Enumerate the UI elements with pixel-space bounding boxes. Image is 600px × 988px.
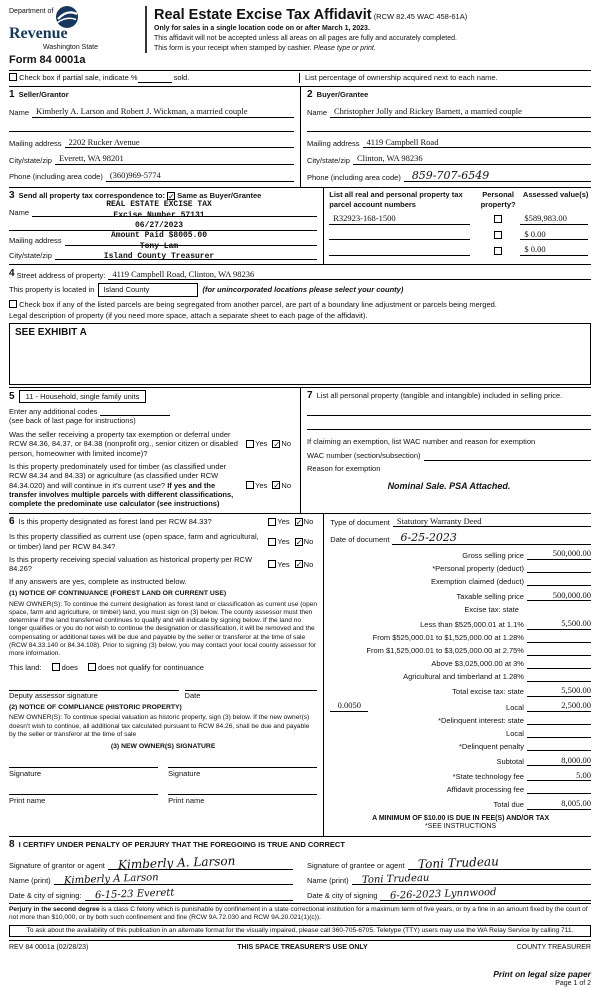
parcel-number-cell — [329, 244, 476, 256]
agricultural-field[interactable] — [527, 673, 591, 682]
doc-date-value: 6-25-2023 — [400, 531, 457, 545]
tier3-label: From $1,525,000.01 to $3,025,000.00 at 2.75% — [366, 646, 524, 656]
checkmark: ✓ — [168, 192, 175, 202]
tier4-field[interactable] — [527, 660, 591, 669]
parcel-row — [329, 213, 591, 225]
footer-strip — [9, 940, 591, 953]
historic-no-label: No — [303, 559, 314, 569]
sections-5-7 — [9, 387, 591, 513]
header-note-2: This affidavit will not be accepted unless all areas on all pages are fully and accurately completed. — [154, 34, 457, 42]
county-treasurer-label: COUNTY TREASURER — [516, 944, 591, 952]
located-in-note: (for unincorporated locations please select your county) — [202, 285, 404, 295]
excise-tax-state-header: Excise tax: state — [464, 605, 519, 615]
seller-name-label: Name — [9, 108, 30, 118]
seller-phone-label: Phone (including area code) — [9, 172, 103, 182]
parcel-number-cell — [329, 213, 476, 225]
grantor-date-city-field[interactable] — [85, 887, 293, 902]
local-tax-label: Local — [506, 702, 524, 712]
grantee-print-name-label: Name (print) — [307, 875, 349, 885]
section-2-title: Buyer/Grantee — [316, 89, 369, 99]
county-value: Island County — [103, 285, 150, 295]
reason-for-exemption-value: Nominal Sale. PSA Attached. — [387, 481, 511, 492]
assessed-value: $589,983.00 — [524, 213, 567, 223]
tax-correspondence-block — [9, 188, 323, 264]
total-due-field[interactable] — [527, 798, 591, 810]
notice-compliance-body: NEW OWNER(S): To continue special valuation as historic property, sign (3) below. If the new owner(s) doesn't wish to continue, all additional tax calculated pursuant to RCW 84.26, shall be due and payable by the seller or transferor at the time of sale — [9, 714, 310, 738]
seller-phone-field[interactable] — [106, 170, 294, 182]
print-name-label: Print name — [168, 795, 205, 805]
grantor-date-city-value: 6-15-23 Everett — [94, 887, 175, 902]
delinquent-interest-label: *Delinquent interest: state — [438, 715, 524, 725]
section-buyer — [300, 87, 591, 188]
checkmark: ✓ — [295, 518, 303, 527]
new-owner-print-lines — [9, 785, 317, 805]
personal-property-cell — [476, 247, 520, 256]
exemption-claimed-field[interactable] — [527, 577, 591, 586]
q1-yes-checkbox[interactable] — [246, 440, 254, 448]
buyer-csz-field[interactable] — [353, 153, 591, 165]
seller-csz-field[interactable] — [55, 153, 294, 165]
buyer-phone-value: 859-707-6549 — [411, 168, 490, 182]
buyer-name2-field[interactable] — [307, 123, 591, 132]
gross-selling-price-label: Gross selling price — [462, 550, 524, 560]
grantee-date-city-value: 6-26-2023 Lynnwood — [390, 887, 498, 902]
tier1-label: Less than $525,000.01 at 1.1% — [420, 620, 524, 630]
parcel-number-value: R32923-168-1500 — [333, 213, 396, 223]
agricultural-label: Agricultural and timberland at 1.28% — [403, 672, 524, 682]
section-7-number: 7 — [307, 389, 313, 401]
current-use-question: Is this property classified as current use (open space, farm and agricultural, or timber) land per RCW 84.34? — [9, 532, 259, 551]
seller-csz-label: City/state/zip — [9, 155, 52, 165]
sections-1-2 — [9, 87, 591, 188]
q1-yes-no — [246, 439, 295, 448]
land-use-code-value: 11 - Household, single family units — [25, 391, 140, 401]
parcel-table-header — [329, 190, 591, 209]
forest-yes-checkbox[interactable] — [268, 518, 276, 526]
personal-property-deduct-label: *Personal property (deduct) — [432, 563, 524, 573]
print-legal-size-note: Print on legal size paper — [493, 969, 591, 980]
segregated-label: Check box if any of the listed parcels are being segregated from another parcel, are part of a boundary line adjustment or parcels being merged. — [19, 299, 497, 309]
perjury-notice — [9, 903, 591, 925]
owner-signature-field-2[interactable] — [168, 759, 317, 768]
seller-address-label: Mailing address — [9, 138, 62, 148]
located-in-label: This property is located in — [9, 285, 95, 295]
personal-property-line1[interactable] — [307, 407, 591, 416]
does-not-label: does not qualify for continuance — [97, 663, 204, 673]
land-use-code-box[interactable] — [19, 390, 147, 403]
buyer-name-label: Name — [307, 108, 328, 118]
deputy-date-label: Date — [184, 690, 201, 700]
grantee-print-name-value: Toni Trudeau — [361, 872, 430, 886]
seller-address-value: 2202 Rucker Avenue — [68, 136, 140, 147]
tier2-field[interactable] — [527, 634, 591, 643]
q2-bold-text: If yes and the transfer involves multiple parcels with different classifications, complete the predominate use calculator (see instructions) — [9, 480, 234, 509]
tier2-label: From $525,000.01 to $1,525,000.00 at 1.28% — [372, 633, 524, 643]
exemption-deferral-question: Was the seller receiving a property tax exemption or deferral under RCW 84.36, 84.37, or 84.38 (nonprofit org., senior citizen or disabled person, homeowner with limited income)? — [9, 429, 238, 458]
grantee-print-name-field[interactable] — [352, 872, 591, 886]
forest-no-label: No — [303, 517, 314, 527]
timber-agriculture-question — [9, 462, 246, 509]
tier1-field[interactable] — [527, 618, 591, 630]
title-block — [145, 6, 591, 53]
personal-property-header: Personal property? — [480, 190, 516, 209]
partial-sale-percent-field[interactable] — [138, 74, 172, 83]
exemption-claim-label: If claiming an exemption, list WAC number and reason for exemption — [307, 437, 536, 446]
personal-property-deduct-field[interactable] — [527, 564, 591, 573]
land-qualify-row — [9, 663, 317, 672]
street-address-value: 4119 Campbell Road, Clinton, WA 98236 — [112, 268, 255, 279]
perjury-lead: Perjury in the second degree — [9, 905, 100, 913]
segregated-checkbox[interactable] — [9, 300, 17, 308]
exemption-claimed-label: Exemption claimed (deduct) — [431, 576, 524, 586]
additional-codes-field[interactable] — [100, 407, 170, 416]
owner-print-field-1[interactable] — [9, 786, 158, 795]
q2-no-checkbox[interactable] — [272, 481, 280, 489]
total-excise-state-value: 5,500.00 — [561, 685, 591, 696]
section-1-number: 1 — [9, 88, 15, 100]
signature-label: Signature — [168, 769, 201, 779]
assessed-value-cell — [520, 229, 591, 241]
does-checkbox[interactable] — [52, 663, 60, 671]
taxable-selling-price-value: 500,000.00 — [552, 589, 591, 600]
buyer-name-value: Christopher Jolly and Rickey Barnett, a married couple — [334, 106, 522, 116]
rev-number: REV 84 0001a (02/28/23) — [9, 944, 89, 952]
local-rate-value: 0.0050 — [337, 700, 361, 711]
assessed-value-cell — [520, 213, 591, 225]
parcel-number-field[interactable] — [329, 244, 470, 256]
partial-sale-suffix: sold. — [173, 73, 190, 83]
personal-property-line2[interactable] — [307, 421, 591, 430]
subtotal-field[interactable] — [527, 755, 591, 767]
section-6 — [9, 514, 323, 836]
assessed-value: $ 0.00 — [524, 244, 546, 255]
stamp-line: 06/27/2023 — [134, 221, 183, 231]
owner-print-field-2[interactable] — [168, 786, 317, 795]
corr-csz-label: City/state/zip — [9, 250, 52, 260]
legal-description-value: SEE EXHIBIT A — [15, 326, 87, 338]
affidavit-processing-fee-field[interactable] — [527, 785, 591, 794]
wac-number-label: WAC number (section/subsection) — [307, 451, 421, 461]
this-land-label: This land: — [9, 663, 42, 673]
header-note-3-text: This form is your receipt when stamped by cashier. — [154, 44, 312, 52]
grantee-date-city-field[interactable] — [380, 887, 591, 902]
wac-number-field[interactable] — [424, 452, 591, 461]
gross-selling-price-field[interactable] — [527, 548, 591, 560]
partial-sale-checkbox[interactable] — [9, 73, 17, 81]
state-technology-fee-label: *State technology fee — [452, 772, 524, 781]
total-due-value: 8,005.00 — [561, 797, 591, 808]
total-excise-state-label: Total excise tax: state — [452, 687, 524, 697]
treasurer-stamp — [49, 200, 269, 262]
tier4-label: Above $3,025,000.00 at 3% — [431, 659, 524, 669]
corr-address-label: Mailing address — [9, 236, 62, 246]
buyer-address-label: Mailing address — [307, 138, 360, 148]
ownership-note: List percentage of ownership acquired next to each name. — [299, 73, 591, 82]
delinquent-penalty-label: *Delinquent penalty — [458, 741, 524, 751]
section-3 — [9, 187, 591, 264]
taxable-selling-price-label: Taxable selling price — [456, 591, 524, 601]
seller-name-field[interactable] — [32, 106, 294, 118]
personal-property-cell — [476, 215, 520, 224]
doc-type-field[interactable] — [393, 516, 591, 528]
q1-yes-label: Yes — [255, 439, 268, 449]
street-address-label: Street address of property: — [16, 271, 106, 280]
delinquent-penalty-field[interactable] — [527, 742, 591, 751]
buyer-address-value: 4119 Campbell Road — [366, 136, 439, 147]
form-title-rcw: (RCW 82.45 WAC 458-61A) — [373, 12, 468, 21]
perjury-body: is a class C felony which is punishable by confinement in a state correctional institution for a maximum term of five years, or by a fine in an amount fixed by the court of not more than $10,000, or by both such confinement and fine (RCW 9A.72.030 and RCW 9A.20.021(1)(c)). — [9, 905, 588, 922]
state-technology-fee-value: 5.00 — [576, 769, 591, 780]
historic-yes-no — [268, 560, 317, 569]
local-tax-value: 2,500.00 — [561, 700, 591, 711]
subtotal-label: Subtotal — [496, 756, 524, 766]
delinquent-interest-field[interactable] — [527, 716, 591, 725]
q1-no-label: No — [281, 439, 291, 449]
section-3-number: 3 — [9, 190, 15, 202]
total-due-label: Total due — [493, 800, 524, 810]
assessed-value-header: Assessed value(s) — [522, 190, 589, 200]
delinquent-local-label: Local — [506, 728, 524, 738]
grantor-print-name-field[interactable] — [54, 872, 293, 887]
doc-type-value: Statutory Warranty Deed — [396, 515, 482, 526]
same-as-buyer-label: Same as Buyer/Grantee — [177, 191, 262, 201]
subtotal-value: 8,000.00 — [561, 754, 591, 765]
notice-continuance-body: NEW OWNER(S): To continue the current designation as forest land or classification as current use (open space, farm and agriculture, or timber) land, you must sign on (3) below. The county assessor must then determine if the land transferred continues to qualify and will indicate by signing below. If the land no longer qualifies or you do not wish to continue the designation or classification, it will be removed and the compensating or additional taxes will be due and payable by the seller or transferor at the time of sale (RCW 84.33.140 or 84.34.108). Prior to signing (3) below, you may contact your local county assessor for more information. — [9, 600, 318, 658]
seller-name2-field[interactable] — [9, 123, 294, 132]
historic-yes-checkbox[interactable] — [268, 560, 276, 568]
seller-phone-value: (360)969-5774 — [109, 169, 161, 180]
gross-selling-price-value: 500,000.00 — [552, 548, 591, 559]
current-use-yes-checkbox[interactable] — [268, 538, 276, 546]
personal-property-checkbox[interactable] — [494, 231, 502, 239]
current-use-yes-no — [268, 537, 317, 546]
grantee-signature-label: Signature of grantee or agent — [307, 860, 405, 870]
grantee-signing-block — [307, 852, 591, 901]
historic-question: Is this property receiving special valuation as historical property per RCW 84.26? — [9, 555, 253, 574]
grantor-date-city-label: Date & city of signing: — [9, 891, 82, 901]
new-owner-signature-lines — [9, 759, 317, 779]
personal-property-list-label: List all personal property (tangible and intangible) included in selling price. — [316, 390, 563, 400]
county-select[interactable] — [98, 283, 198, 296]
partial-sale-row — [9, 73, 299, 82]
section-4-number: 4 — [9, 267, 15, 279]
forest-land-question: Is this property designated as forest land per RCW 84.33? — [18, 516, 212, 526]
assessed-value-field[interactable] — [520, 244, 588, 256]
section-4 — [9, 264, 591, 387]
section-8 — [9, 836, 591, 903]
section-1-title: Seller/Grantor — [18, 89, 69, 99]
partial-sale-label: Check box if partial sale, indicate % — [19, 73, 138, 83]
if-yes-note: If any answers are yes, complete as instructed below. — [9, 576, 187, 586]
minimum-due-note: A MINIMUM OF $10.00 IS DUE IN FEE(S) AND/OR TAX — [372, 814, 550, 822]
deputy-date-field[interactable] — [185, 682, 318, 691]
dept-of-label: Department of — [9, 8, 54, 15]
page-number: Page 1 of 2 — [555, 979, 591, 987]
grantee-date-city-label: Date & city of signing — [307, 891, 378, 901]
grantor-print-name-label: Name (print) — [9, 875, 51, 885]
signature-label: Signature — [9, 769, 42, 779]
stamp-line: Amount Paid $8005.00 — [110, 231, 207, 241]
tier3-field[interactable] — [527, 647, 591, 656]
historic-yes-label: Yes — [277, 559, 290, 569]
parcel-row — [329, 229, 591, 241]
delinquent-local-field[interactable] — [527, 729, 591, 738]
stamp-line: Tony Lam — [139, 241, 179, 251]
buyer-name-field[interactable] — [330, 106, 591, 118]
doc-date-field[interactable] — [392, 532, 591, 544]
section-2-number: 2 — [307, 88, 313, 100]
checkmark: ✓ — [295, 560, 303, 570]
header-note-3-italic: Please type or print. — [313, 44, 376, 52]
does-label: does — [61, 663, 78, 673]
total-excise-state-field[interactable] — [527, 685, 591, 697]
dor-logo — [9, 6, 137, 53]
stamp-line: REAL ESTATE EXCISE TAX — [106, 200, 212, 210]
taxable-selling-price-field[interactable] — [527, 590, 591, 602]
section-7 — [300, 388, 591, 513]
grantee-signature-field[interactable] — [408, 853, 591, 871]
legal-description-label: Legal description of property (if you need more space, attach a separate sheet to each page of the affidavit). — [9, 311, 368, 321]
legal-description-box[interactable] — [9, 323, 591, 385]
grantor-print-name-value: Kimberly A Larson — [63, 872, 159, 887]
checkmark: ✓ — [273, 481, 281, 491]
local-tax-field[interactable] — [527, 700, 591, 712]
doc-type-label: Type of document — [330, 518, 390, 527]
grantor-signature-field[interactable] — [108, 853, 293, 872]
section-3-label: Send all property tax correspondence to: — [18, 191, 165, 201]
form-title: Real Estate Excise Tax Affidavit — [154, 7, 372, 23]
current-use-no-checkbox[interactable] — [295, 538, 303, 546]
additional-codes-note: (see back of last page for instructions) — [9, 416, 136, 426]
doc-date-label: Date of document — [330, 535, 390, 545]
forest-no-checkbox[interactable] — [295, 518, 303, 526]
sections-6-tax — [9, 513, 591, 836]
checkmark: ✓ — [295, 537, 303, 547]
parcel-number-field[interactable] — [329, 213, 470, 225]
parcel-number-header: List all real and personal property tax parcel account numbers — [329, 190, 463, 209]
current-use-yes-label: Yes — [277, 536, 290, 546]
parcel-row — [329, 244, 591, 256]
deputy-assessor-signature-label: Deputy assessor signature — [9, 690, 98, 700]
deputy-assessor-signature-field[interactable] — [9, 682, 179, 691]
affidavit-processing-fee-label: Affidavit processing fee — [446, 784, 524, 794]
header-note-3 — [154, 45, 591, 54]
corr-name-label: Name — [9, 207, 30, 217]
q2-no-label: No — [281, 480, 291, 490]
stamp-line: Excise Number 57131 — [113, 210, 205, 220]
certify-statement: I CERTIFY UNDER PENALTY OF PERJURY THAT THE FOREGOING IS TRUE AND CORRECT — [18, 840, 345, 850]
buyer-csz-value: Clinton, WA 98236 — [356, 153, 423, 164]
buyer-csz-label: City/state/zip — [307, 155, 350, 165]
q2-yes-no — [246, 481, 295, 490]
header-note-1: Only for sales in a single location code on or after March 1, 2023. — [154, 25, 370, 33]
parcel-number-cell — [329, 229, 476, 241]
form-number: Form 84 0001a — [9, 54, 86, 67]
washington-state-label: Washington State — [43, 44, 98, 52]
parcel-table — [323, 188, 591, 264]
grantor-signature-value: Kimberly A. Larson — [117, 853, 236, 872]
seller-name-value: Kimberly A. Larson and Robert J. Wickman, a married couple — [36, 106, 248, 116]
parcel-number-field[interactable] — [329, 229, 470, 241]
section-5-number: 5 — [9, 390, 15, 402]
tax-computation-panel — [323, 514, 591, 836]
current-use-no-label: No — [303, 536, 314, 546]
tier1-value: 5,500.00 — [561, 618, 591, 629]
q2-text: Is this property predominately used for timber (as classified under RCW 84.34 and 84.33) or agriculture (as classified under RCW 84.34.020) and will continue in it's current use? — [9, 461, 227, 490]
historic-no-checkbox[interactable] — [295, 560, 303, 568]
top-row — [9, 71, 591, 86]
buyer-phone-field[interactable] — [404, 170, 591, 182]
forest-yes-label: Yes — [277, 517, 290, 527]
personal-property-checkbox[interactable] — [494, 247, 502, 255]
state-technology-fee-field[interactable] — [527, 770, 591, 782]
new-owner-signature-title: (3) NEW OWNER(S) SIGNATURE — [110, 743, 216, 751]
assessed-value-field[interactable] — [520, 213, 588, 225]
seller-address-field[interactable] — [65, 137, 294, 149]
print-name-label: Print name — [9, 795, 46, 805]
owner-signature-field-1[interactable] — [9, 759, 158, 768]
accessibility-notice: To ask about the availability of this publication in an alternate format for the visually impaired, please call 360-705-6705. Teletype (TTY) users may use the WA Relay Service by calling 711. — [9, 925, 591, 938]
forest-yes-no — [268, 517, 317, 526]
q2-yes-label: Yes — [255, 480, 268, 490]
local-rate-field[interactable] — [330, 700, 368, 712]
revenue-wordmark: Revenue — [9, 25, 68, 43]
form-number-row — [9, 53, 591, 71]
section-5 — [9, 388, 300, 513]
grantee-signature-value: Toni Trudeau — [417, 853, 499, 871]
seller-csz-value: Everett, WA 98201 — [58, 153, 124, 164]
personal-property-cell — [476, 231, 520, 240]
street-address-field[interactable] — [108, 269, 591, 281]
notice-continuance-title: (1) NOTICE OF CONTINUANCE (FOREST LAND OR CURRENT USE) — [9, 590, 227, 598]
q2-yes-checkbox[interactable] — [246, 481, 254, 489]
does-not-checkbox[interactable] — [88, 663, 96, 671]
notice-compliance-title: (2) NOTICE OF COMPLIANCE (HISTORIC PROPERTY) — [9, 704, 182, 711]
personal-property-checkbox[interactable] — [494, 215, 502, 223]
assessed-value-field[interactable] — [520, 229, 588, 241]
additional-codes-label: Enter any additional codes — [9, 407, 98, 416]
q1-no-checkbox[interactable] — [272, 440, 280, 448]
see-instructions-note: *SEE INSTRUCTIONS — [425, 823, 497, 831]
same-as-buyer-checkbox[interactable] — [167, 192, 175, 200]
reason-for-exemption-label: Reason for exemption — [307, 463, 381, 473]
grantor-signing-block — [9, 852, 293, 901]
grantor-signature-label: Signature of grantor or agent — [9, 860, 105, 870]
treasurer-use-label: THIS SPACE TREASURER'S USE ONLY — [237, 944, 368, 952]
buyer-address-field[interactable] — [363, 137, 591, 149]
assessed-value-cell — [520, 244, 591, 256]
buyer-phone-label: Phone (including area code) — [307, 172, 401, 182]
section-seller — [9, 87, 300, 188]
section-8-number: 8 — [9, 839, 15, 851]
parcel-number-value — [329, 244, 333, 254]
checkmark: ✓ — [273, 439, 281, 449]
parcel-number-value — [329, 229, 333, 239]
header — [9, 6, 591, 53]
assessed-value: $ 0.00 — [524, 228, 546, 239]
stamp-line: Island County Treasurer — [103, 252, 215, 262]
section-6-number: 6 — [9, 515, 15, 527]
